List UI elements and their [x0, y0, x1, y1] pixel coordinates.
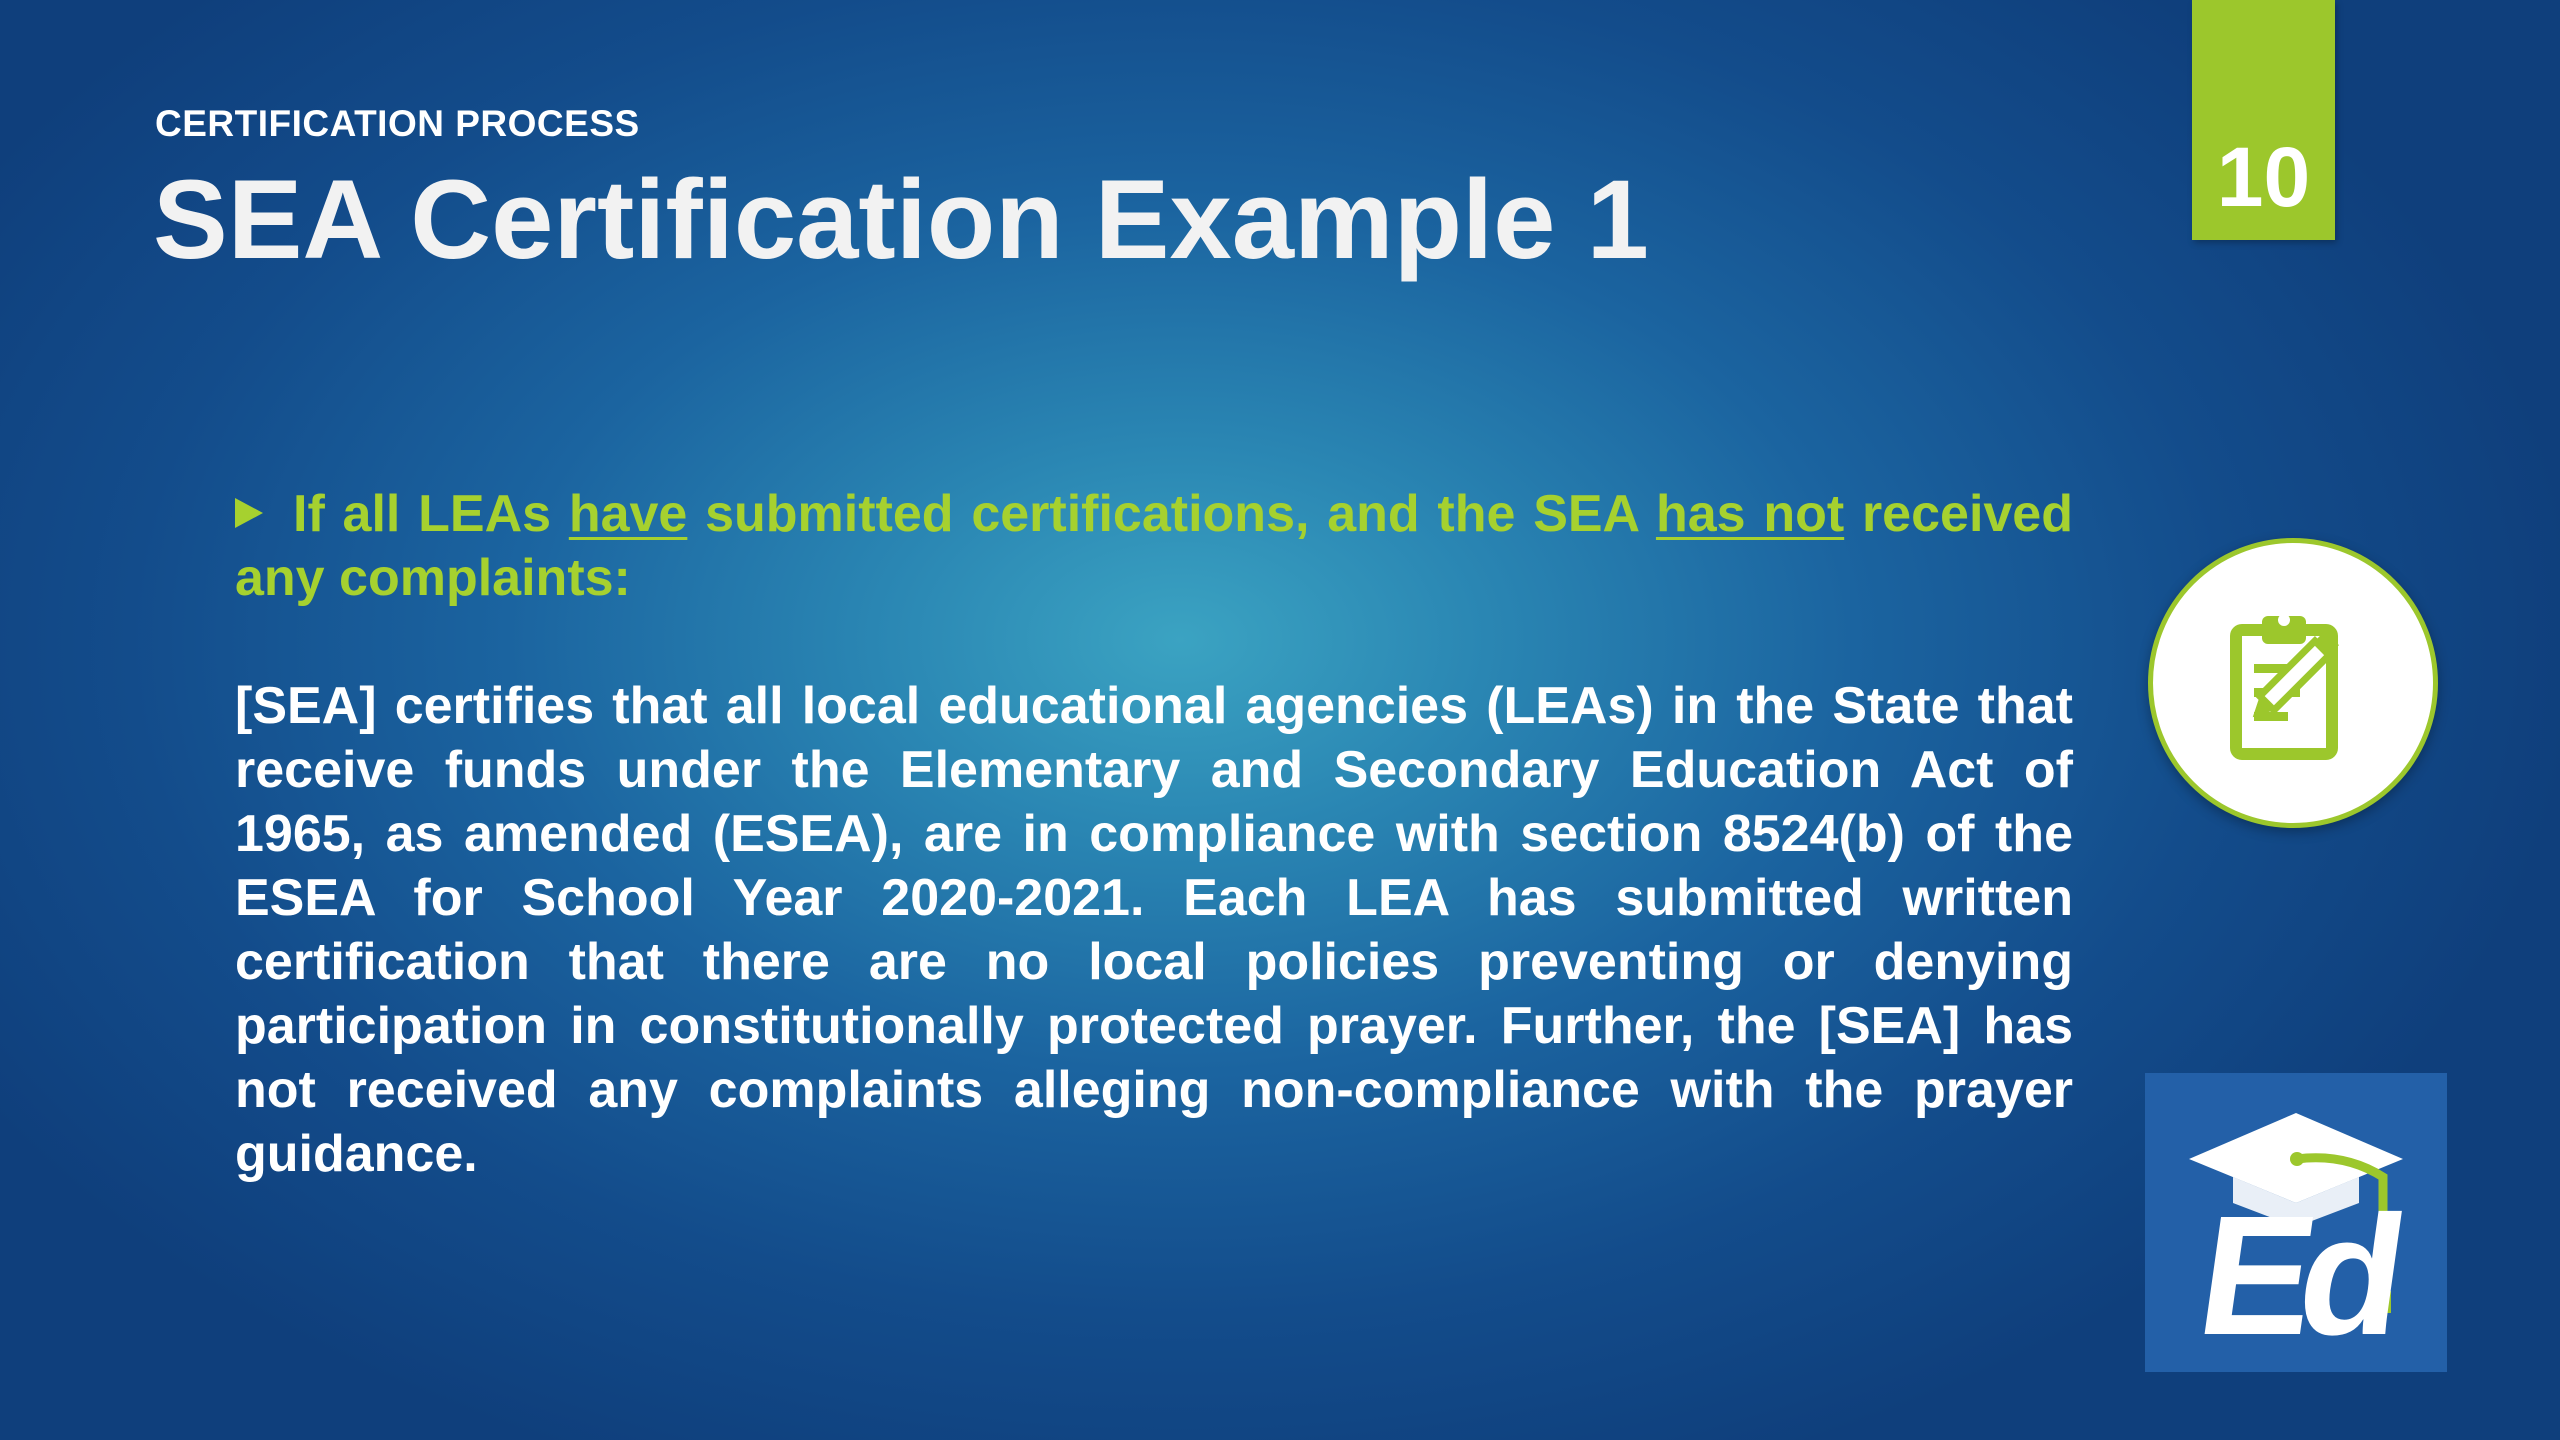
clipboard-badge — [2148, 538, 2438, 828]
page-number-badge — [2192, 0, 2335, 240]
ed-logo — [2145, 1073, 2447, 1372]
bullet-emphasis-has-not: has not — [1655, 485, 1845, 543]
bullet-emphasis-have: have — [568, 485, 688, 543]
slide-title: SEA Certification Example 1 — [153, 157, 1649, 282]
clipboard-pencil-icon — [2218, 608, 2378, 768]
bullet-arrow-icon — [235, 498, 263, 528]
certification-paragraph: [SEA] certifies that all local educational agencies (LEAs) in the State that receive funds under the Elementary and Secondary Education Act of 1965, as amended (ESEA), are in compliance with section 8524(b) of the ESEA for School Year 2020-2021. Each LEA has submitted written certification that there are no local policies preventing or denying participation in constitutionally protected prayer. Further, the [SEA] has not received any complaints alleging non-compliance with the prayer guidance. — [235, 677, 2073, 1183]
bullet-text-part-2: submitted certifications, and the SEA — [687, 485, 1656, 543]
ed-logo-text: Ed — [2188, 1181, 2404, 1371]
page-number: 10 — [2216, 130, 2311, 224]
section-label: CERTIFICATION PROCESS — [155, 103, 640, 144]
bullet-point — [235, 482, 2073, 610]
bullet-text-part-3: received any complaints: — [235, 485, 2073, 607]
bullet-text-part-1: If all LEAs — [293, 485, 569, 543]
content-area — [235, 482, 2073, 1186]
